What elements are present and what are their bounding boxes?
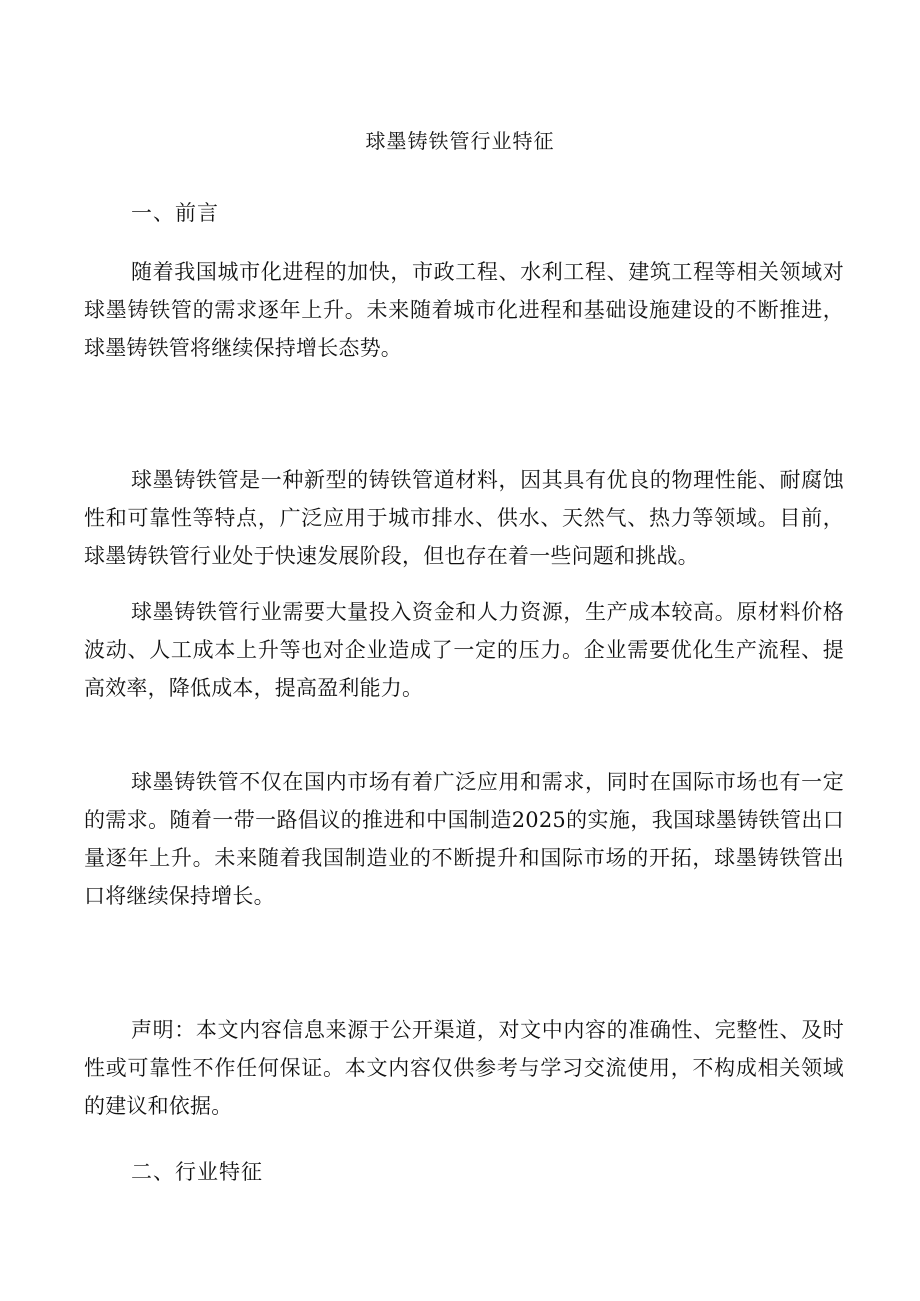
- section-heading-preface: 一、前言: [131, 201, 219, 225]
- paragraph-urbanization-demand: 随着我国城市化进程的加快，市政工程、水利工程、建筑工程等相关领域对球墨铸铁管的需求逐年上升。未来随着城市化进程和基础设施建设的不断推进，球墨铸铁管将继续保持增长态势。: [84, 260, 844, 360]
- paragraph-export-market: 球墨铸铁管不仅在国内市场有着广泛应用和需求，同时在国际市场也有一定的需求。随着一带一路倡议的推进和中国制造2025的实施，我国球墨铸铁管出口量逐年上升。未来随着我国制造业的不断提升和国际市场的开拓，球墨铸铁管出口将继续保持增长。: [84, 770, 844, 908]
- paragraph-disclaimer: 声明：本文内容信息来源于公开渠道，对文中内容的准确性、完整性、及时性或可靠性不作任何保证。本文内容仅供参考与学习交流使用，不构成相关领域的建议和依据。: [84, 1018, 844, 1118]
- paragraph-material-characteristics: 球墨铸铁管是一种新型的铸铁管道材料，因其具有优良的物理性能、耐腐蚀性和可靠性等特点，广泛应用于城市排水、供水、天然气、热力等领域。目前，球墨铸铁管行业处于快速发展阶段，但也存在着一些问题和挑战。: [84, 468, 844, 568]
- paragraph-cost-pressure: 球墨铸铁管行业需要大量投入资金和人力资源，生产成本较高。原材料价格波动、人工成本上升等也对企业造成了一定的压力。企业需要优化生产流程、提高效率，降低成本，提高盈利能力。: [84, 600, 844, 700]
- section-heading-industry-features: 二、行业特征: [131, 1160, 263, 1184]
- document-title: 球墨铸铁管行业特征: [365, 129, 555, 153]
